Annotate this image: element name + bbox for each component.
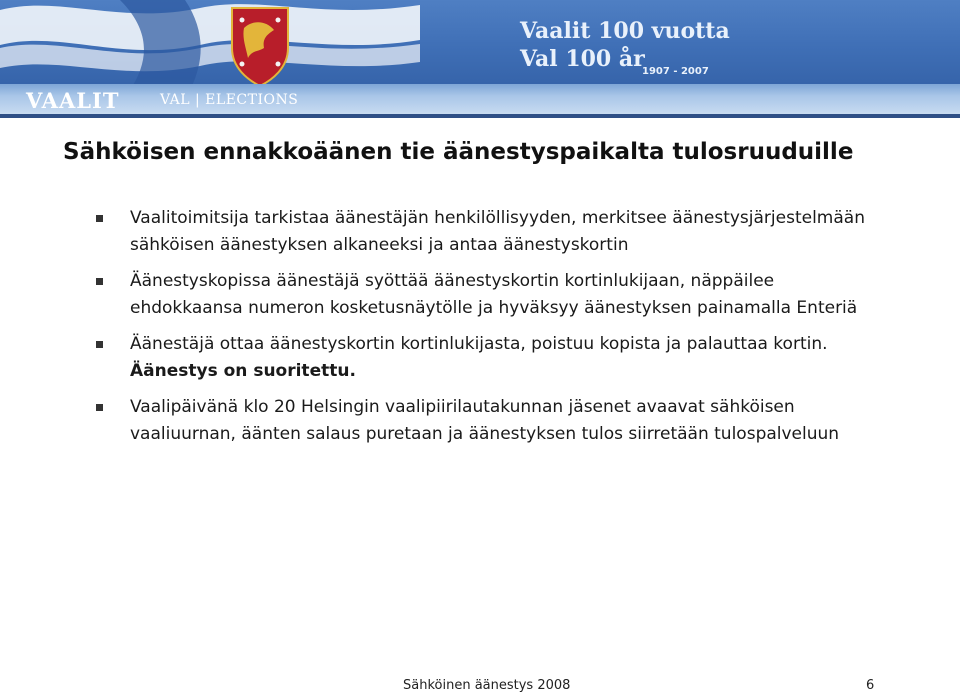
bullet-text: Vaalitoimitsija tarkistaa äänestäjän henkilöllisyyden, merkitsee äänestysjärjestelmään sähköisen äänestyksen alkaneeksi ja antaa äänestyskortin	[130, 208, 865, 255]
bullet-text: Äänestäjä ottaa äänestyskortin kortinlukijasta, poistuu kopista ja palauttaa kortin.	[130, 334, 828, 354]
anniversary-years: 1907 - 2007	[642, 66, 709, 77]
flag-coat-of-arms-icon	[0, 0, 500, 90]
slide-title: Sähköisen ennakkoäänen tie äänestyspaikalta tulosruuduille	[63, 139, 854, 165]
bullet-text: Äänestyskopissa äänestäjä syöttää äänestyskortin kortinlukijaan, näppäilee ehdokkaansa numeron kosketusnäytölle ja hyväksyy äänestyksen painamalla Enteriä	[130, 271, 858, 318]
anniversary-fi: Vaalit 100 vuotta	[520, 18, 730, 44]
bullet-item	[96, 394, 866, 448]
bullet-item	[96, 331, 866, 385]
anniversary-sv: Val 100 år	[520, 46, 645, 72]
square-bullet-icon	[96, 215, 103, 222]
brand-val-elections: VAL | ELECTIONS	[160, 92, 299, 108]
banner-divider	[0, 114, 960, 118]
page-number: 6	[866, 678, 875, 693]
bullet-text: Vaalipäivänä klo 20 Helsingin vaalipiirilautakunnan jäsenet avaavat sähköisen vaaliuurnan, äänten salaus puretaan ja äänestyksen tulos siirretään tulospalveluun	[130, 397, 840, 444]
square-bullet-icon	[96, 404, 103, 411]
brand-vaalit: VAALIT	[26, 88, 120, 113]
bullet-emphasis: Äänestys on suoritettu.	[130, 361, 356, 381]
header-banner	[0, 0, 960, 118]
bullet-item	[96, 205, 866, 259]
banner-lower-band	[0, 84, 960, 118]
footer-title: Sähköinen äänestys 2008	[403, 678, 571, 693]
bullet-list	[96, 205, 866, 457]
square-bullet-icon	[96, 341, 103, 348]
square-bullet-icon	[96, 278, 103, 285]
bullet-item	[96, 268, 866, 322]
